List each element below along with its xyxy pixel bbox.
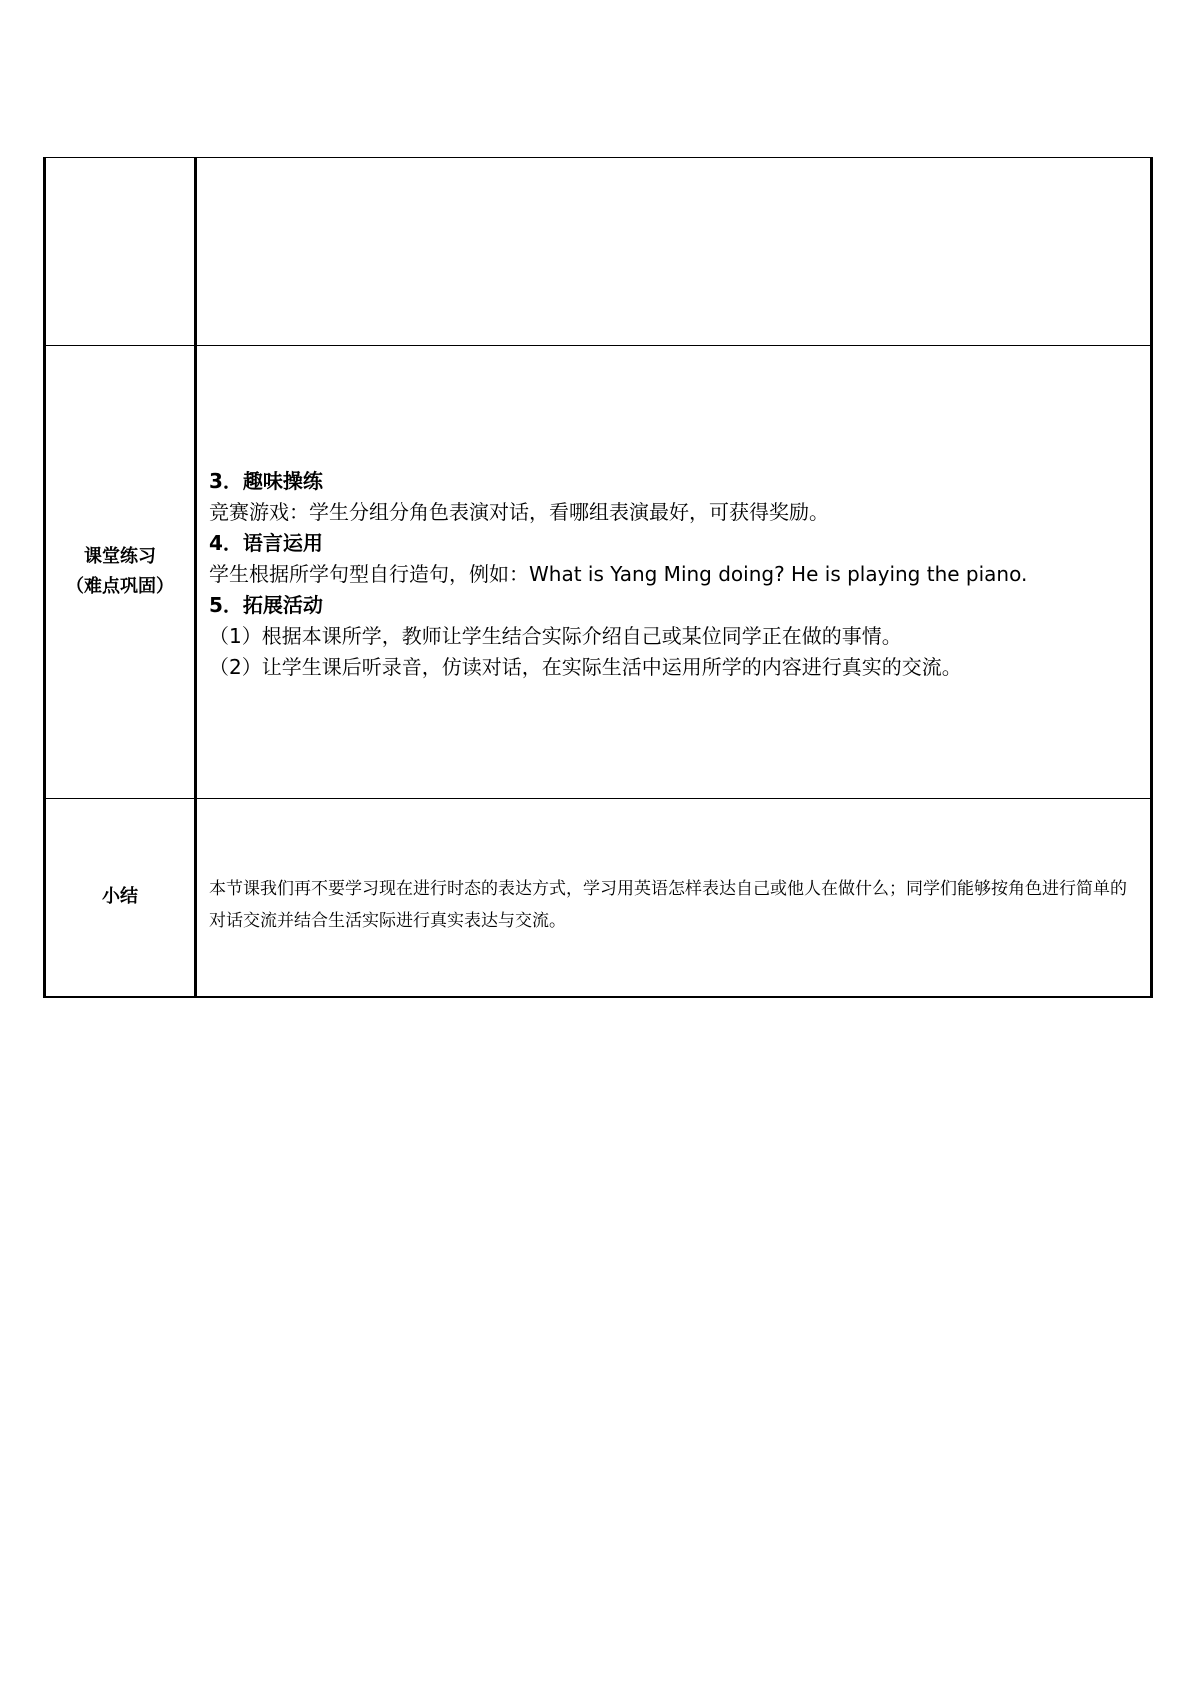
practice-label-line1: 课堂练习 bbox=[84, 546, 156, 567]
practice-heading-4: 4．语言运用 bbox=[209, 530, 323, 555]
summary-content-cell bbox=[196, 799, 1152, 997]
table-row-practice bbox=[45, 346, 1152, 799]
practice-label bbox=[46, 542, 194, 602]
practice-heading-3: 3．趣味操练 bbox=[209, 468, 323, 493]
practice-text-3: 竞赛游戏：学生分组分角色表演对话，看哪组表演最好，可获得奖励。 bbox=[209, 499, 829, 524]
practice-heading-5: 5．拓展活动 bbox=[209, 592, 323, 617]
practice-body bbox=[209, 462, 1138, 683]
table-row-empty bbox=[45, 158, 1152, 346]
practice-label-line2: （难点巩固） bbox=[66, 576, 174, 597]
practice-text-5-1: （1）根据本课所学，教师让学生结合实际介绍自己或某位同学正在做的事情。 bbox=[209, 623, 902, 648]
table-row-summary bbox=[45, 799, 1152, 997]
practice-label-cell bbox=[45, 346, 196, 799]
lesson-table bbox=[43, 157, 1153, 998]
summary-label-cell bbox=[45, 799, 196, 997]
summary-text: 本节课我们再不要学习现在进行时态的表达方式，学习用英语怎样表达自己或他人在做什么；同学们能够按角色进行简单的对话交流并结合生活实际进行真实表达与交流。 bbox=[209, 879, 1127, 931]
practice-content-cell bbox=[196, 346, 1152, 799]
empty-label-cell bbox=[45, 158, 196, 346]
summary-label: 小结 bbox=[102, 886, 138, 908]
practice-text-4: 学生根据所学句型自行造句，例如：What is Yang Ming doing? He is playing the piano. bbox=[209, 561, 1028, 586]
practice-text-5-2: （2）让学生课后听录音，仿读对话，在实际生活中运用所学的内容进行真实的交流。 bbox=[209, 654, 962, 679]
empty-content-cell bbox=[196, 158, 1152, 346]
